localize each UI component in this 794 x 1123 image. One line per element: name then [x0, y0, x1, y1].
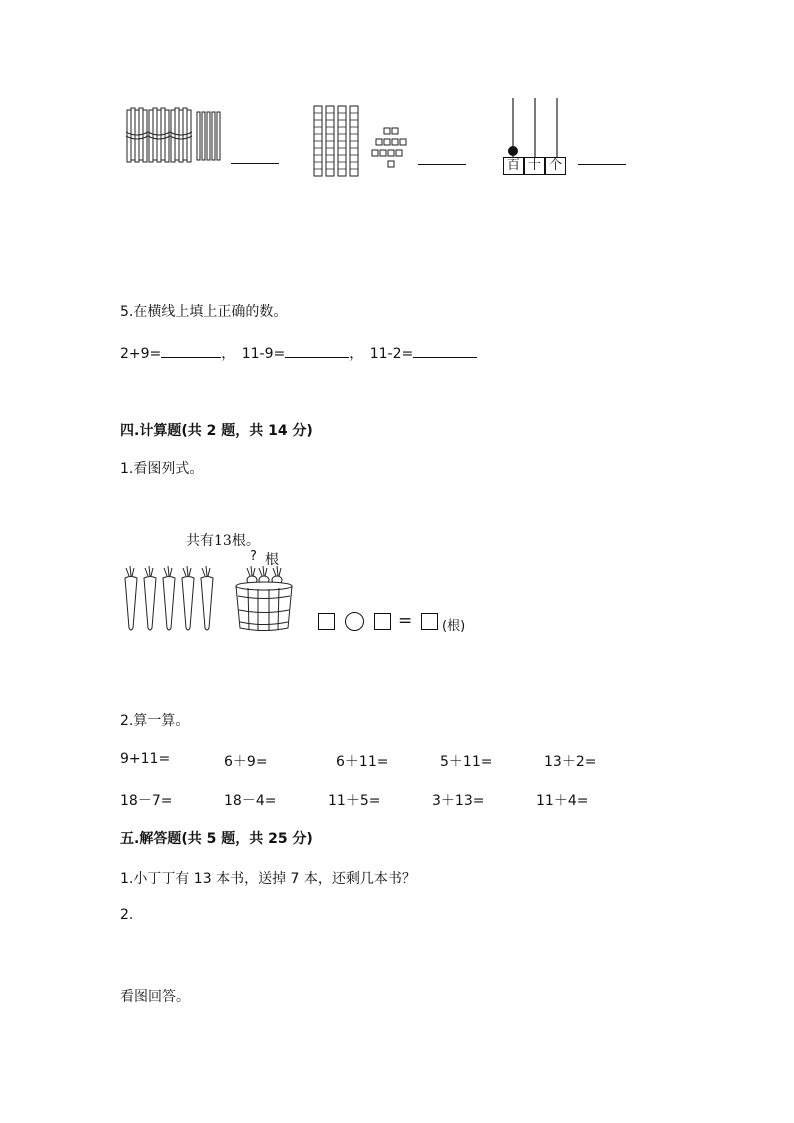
base-ten-blocks-picture: [312, 104, 412, 180]
q5-item-3: 11-2=: [369, 346, 414, 362]
calc-r1-c3: 6＋11=: [336, 754, 389, 770]
s4-q1-title: 1.看图列式。: [120, 461, 204, 477]
caption-question-mark: ?: [250, 549, 257, 564]
caption-unit: 根: [265, 552, 279, 568]
calc-r2-c3: 11＋5=: [328, 793, 381, 809]
caption-total: 共有13根。: [186, 533, 260, 549]
answer-line-sticks[interactable]: [231, 163, 279, 164]
calc-r1-c5: 13＋2=: [544, 754, 597, 770]
s5-q1: 1.小丁丁有 13 本书，送掉 7 本，还剩几本书？: [120, 871, 416, 887]
carrots-picture: [122, 566, 222, 632]
equation-operator-circle[interactable]: [345, 612, 364, 631]
calc-r2-c5: 11＋4=: [536, 793, 589, 809]
equation-box-1[interactable]: [318, 613, 335, 630]
q5-item-2: 11-9=: [241, 346, 286, 362]
q5-blank-1[interactable]: [161, 357, 221, 358]
s5-q2-caption: 看图回答。: [120, 989, 190, 1005]
q5-sep-1: ，: [221, 346, 236, 362]
q5-sep-2: ，: [349, 346, 364, 362]
abacus-bead: [508, 146, 518, 156]
q5-blank-3[interactable]: [413, 357, 477, 358]
abacus-label-ones: 个: [545, 157, 566, 175]
calc-r1-c4: 5＋11=: [440, 754, 493, 770]
abacus-picture: [503, 96, 573, 158]
stick-bundles-picture: [125, 104, 225, 166]
equation-box-result[interactable]: [421, 613, 438, 630]
equation-box-2[interactable]: [374, 613, 391, 630]
s4-q2-title: 2.算一算。: [120, 713, 190, 729]
s5-q2-number: 2.: [120, 907, 134, 923]
calc-r1-c2: 6＋9=: [224, 754, 268, 770]
calc-r2-c2: 18－4=: [224, 793, 277, 809]
answer-line-abacus[interactable]: [578, 164, 626, 165]
abacus-label-hundreds: 百: [503, 157, 524, 175]
answer-line-blocks[interactable]: [418, 164, 466, 165]
calc-r1-c1: 9+11=: [120, 751, 171, 767]
q5-equations: [120, 343, 477, 363]
q5-blank-2[interactable]: [285, 357, 349, 358]
equation-equals: =: [398, 611, 413, 631]
q5-item-1: 2+9=: [120, 346, 162, 362]
section5-heading: 五.解答题(共 5 题，共 25 分): [120, 831, 313, 847]
basket-picture: [233, 566, 295, 632]
calc-r2-c1: 18－7=: [120, 793, 173, 809]
section4-heading: 四.计算题(共 2 题，共 14 分): [120, 423, 313, 439]
equation-unit: (根): [442, 619, 466, 634]
calc-r2-c4: 3＋13=: [432, 793, 485, 809]
abacus-label-tens: 十: [524, 157, 545, 175]
q5-title: 5.在横线上填上正确的数。: [120, 304, 288, 320]
